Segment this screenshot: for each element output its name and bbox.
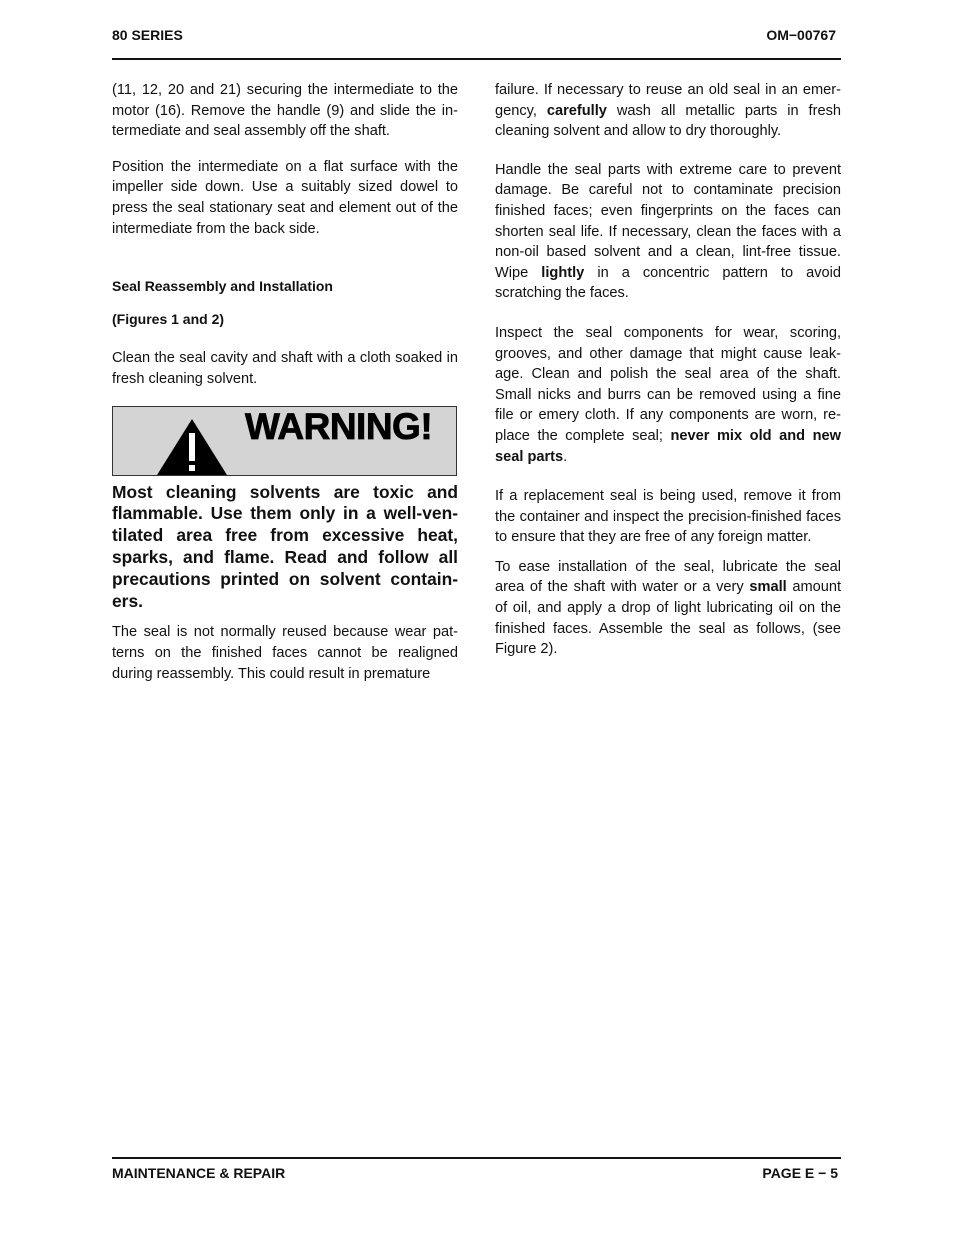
bold-text: never mix old and new seal parts bbox=[495, 427, 841, 465]
text-run: Inspect the seal components for wear, scoring, grooves, and other damage that might cause leakage. Clean and polish the seal area of the shaft. Small nicks and burrs can be removed using a fine file or emery cloth. If any components are worn, replace the complete seal; bbox=[495, 324, 841, 444]
bold-text: small bbox=[749, 579, 787, 596]
text-run: wash all metallic parts in fresh cleaning solvent and allow to dry thoroughly. bbox=[495, 102, 842, 140]
page-header bbox=[112, 27, 836, 47]
header-series: 80 SERIES bbox=[112, 27, 183, 43]
paragraph: The seal is not normally reused because wear patterns on the finished faces cannot be realigned during reassembly. This could result in premature bbox=[112, 624, 458, 682]
header-rule bbox=[112, 58, 841, 60]
text-run: amount of oil, and apply a drop of light lubricating oil on the finished faces. Assemble the seal as follows, (see Figure 2). bbox=[495, 579, 842, 658]
text-run: To ease installation of the seal, lubricate the seal area of the shaft with water or a very bbox=[495, 558, 841, 596]
warning-banner bbox=[112, 406, 457, 476]
paragraph bbox=[495, 160, 841, 304]
section-heading: Seal Reassembly and Installation bbox=[112, 278, 333, 295]
right-column bbox=[495, 80, 841, 660]
section-subheading: (Figures 1 and 2) bbox=[112, 310, 225, 327]
warning-label: WARNING! bbox=[245, 405, 433, 447]
text-run: Handle the seal parts with extreme care to prevent damage. Be careful not to contaminate precision finished faces; even fingerprints on the faces can shorten seal life. If necessary, clean the faces with a non-oil based solvent and a clean, lint-free tissue. Wipe bbox=[495, 161, 841, 281]
footer-rule bbox=[112, 1157, 841, 1159]
header-doc-number: OM−00767 bbox=[766, 27, 836, 43]
paragraph bbox=[495, 557, 841, 660]
paragraph: (11, 12, 20 and 21) securing the intermediate to the motor (16). Remove the handle (9) and slide the intermediate and seal assembly off the shaft. bbox=[112, 82, 458, 140]
text-run: in a concentric pattern to avoid scratching the faces. bbox=[495, 264, 841, 302]
paragraph bbox=[495, 323, 841, 467]
paragraph bbox=[495, 80, 841, 142]
bold-text: carefully bbox=[546, 102, 607, 119]
footer-page-number: PAGE E − 5 bbox=[762, 1165, 838, 1181]
warning-triangle-icon bbox=[155, 417, 229, 477]
bold-text: lightly bbox=[541, 264, 585, 281]
paragraph: Clean the seal cavity and shaft with a cloth soaked in fresh cleaning solvent. bbox=[112, 350, 458, 387]
footer-section: MAINTENANCE & REPAIR bbox=[112, 1165, 286, 1181]
paragraph: Position the intermediate on a flat surface with the impeller side down. Use a suitably sized dowel to press the seal stationary seat and element out of the intermediate from the back side. bbox=[112, 158, 458, 237]
paragraph: If a replacement seal is being used, remove it from the container and inspect the precision-finished faces to ensure that they are free of any foreign matter. bbox=[495, 488, 841, 546]
warning-message: Most cleaning solvents are toxic and flammable. Use them only in a well-ventilated area free from excessive heat, sparks, and flame. Read and follow all precautions printed on solvent containers. bbox=[112, 481, 458, 611]
text-run: failure. If necessary to reuse an old seal in an emergency, bbox=[495, 82, 841, 119]
left-column bbox=[112, 80, 458, 684]
page-footer bbox=[112, 1165, 838, 1185]
text-run: . bbox=[563, 448, 568, 465]
